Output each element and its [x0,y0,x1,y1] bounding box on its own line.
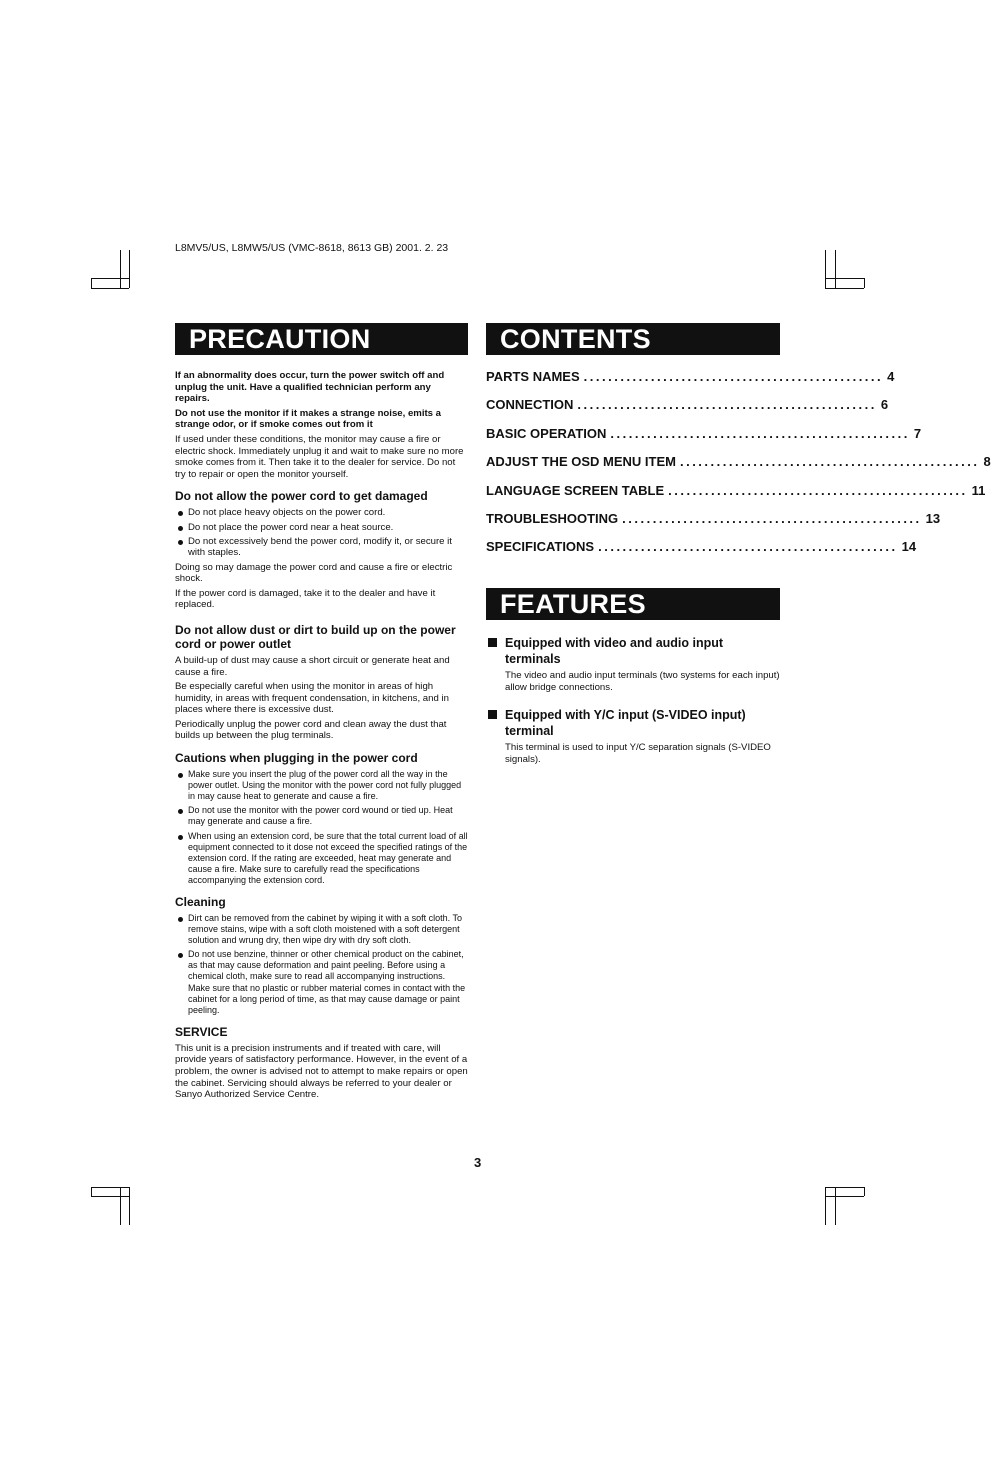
feature-title: Equipped with video and audio input terminals [505,635,724,666]
list-item: Make sure you insert the plug of the power cord all the way in the power outlet. Using the monitor with the power cord not fully plugged in may cause heat to generate and cause a fire. [175,769,468,802]
toc-entry-language-screen-table[interactable]: LANGUAGE SCREEN TABLE ................................................. 11 [486,482,986,498]
list-item: When using an extension cord, be sure that the total current load of all equipment connected to it dose not exceed the specified ratings of the extension cord. If the rating are exceeded, heat may generate and cause a fire. Make sure to carefully read the specifications accompanying the extension cord. [175,831,468,886]
precaution-intro-bold-2: Do not use the monitor if it makes a strange noise, emits a strange odor, or if smoke comes out from it [175,407,442,431]
feature-item [486,635,780,694]
toc-entry-troubleshooting[interactable]: TROUBLESHOOTING ................................................. 13 [486,510,941,526]
dust-text-3: Periodically unplug the power cord and clean away the dust that builds up between the plug terminals. [175,718,447,742]
precaution-intro-text: If used under these conditions, the monitor may cause a fire or electric shock. Immediately unplug it and wait to make sure no more smoke comes from it. Then take it to the dealer for service. Do not try to repair or open the monitor yourself. [175,433,464,480]
feature-item [486,707,780,766]
square-bullet-icon [488,638,497,647]
list-item: Do not use benzine, thinner or other chemical product on the cabinet, as that may cause deformation and paint peeling. Before using a chemical cloth, make sure to read all accompanying instructions. Make sure that no plastic or rubber material comes in contact with the cabinet for a long period of time, as that may cause damage or paint peeling. [175,949,468,1016]
list-item: Do not excessively bend the power cord, modify it, or secure it with staples. [175,536,468,559]
cord-text-1: Doing so may damage the power cord and cause a fire or electric shock. [175,561,453,585]
precaution-column [175,323,468,1103]
service-heading: SERVICE [175,1024,228,1039]
toc-entry-basic-operation[interactable]: BASIC OPERATION ................................................. 7 [486,425,922,441]
bullet-dot-icon [178,511,183,516]
table-of-contents [486,369,991,568]
contents-column [486,323,991,766]
feature-title: Equipped with Y/C input (S-VIDEO input) terminal [505,708,746,739]
cleaning-heading: Cleaning [175,895,226,909]
toc-entry-specifications[interactable]: SPECIFICATIONS ................................................. 14 [486,539,917,555]
cord-bullet-list [175,507,468,558]
precaution-intro-bold-1: If an abnormality does occur, turn the power switch off and unplug the unit. Have a qualified technician perform any repairs. [175,370,445,405]
bullet-dot-icon [178,540,183,545]
dust-text-2: Be especially careful when using the monitor in areas of high humidity, in areas with frequent condensation, in kitchens, and in places where there is excessive dust. [175,681,449,716]
document-id: L8MV5/US, L8MW5/US (VMC-8618, 8613 GB) 2001. 2. 23 [175,242,449,254]
bullet-dot-icon [178,526,183,531]
leader-dots: ................................................. [610,425,910,441]
square-bullet-icon [488,710,497,719]
plugging-heading: Cautions when plugging in the power cord [175,751,418,766]
features-section [486,588,780,766]
bullet-dot-icon [178,773,183,778]
dust-heading: Do not allow dust or dirt to build up on the power cord or power outlet [175,622,456,651]
plugging-bullet-list [175,769,468,886]
leader-dots: ................................................. [668,482,968,498]
leader-dots: ................................................. [583,369,884,384]
cord-text-2: If the power cord is damaged, take it to the dealer and have it replaced. [175,587,436,611]
leader-dots: ................................................. [577,397,877,413]
leader-dots: ................................................. [598,539,898,555]
toc-entry-adjust-osd-menu[interactable]: ADJUST THE OSD MENU ITEM ................................................. 8 [486,454,991,470]
page-number: 3 [474,1155,482,1170]
list-item: Do not place heavy objects on the power cord. [175,507,468,518]
features-title: FEATURES [486,588,780,620]
list-item: Do not use the monitor with the power cord wound or tied up. Heat may generate and cause a fire. [175,805,468,827]
service-text: This unit is a precision instruments and if treated with care, will provide years of satisfactory performance. However, in the event of a problem, the owner is advised not to attempt to make repairs or open the cabinet. Servicing should always be referred to your dealer or Sanyo Authorized Service Centre. [175,1042,468,1101]
feature-body: This terminal is used to input Y/C separation signals (S-VIDEO signals). [505,742,771,766]
bullet-dot-icon [178,809,183,814]
feature-body: The video and audio input terminals (two systems for each input) allow bridge connections. [505,669,780,693]
list-item: Dirt can be removed from the cabinet by wiping it with a soft cloth. To remove stains, wipe with a soft cloth moistened with a soft detergent solution and wrung dry, then wipe dry with dry soft cloth. [175,913,468,946]
dust-text-1: A build-up of dust may cause a short circuit or generate heat and cause a fire. [175,654,450,678]
bullet-dot-icon [178,953,183,958]
bullet-dot-icon [178,917,183,922]
leader-dots: ................................................. [622,510,922,526]
toc-entry-parts-names[interactable]: PARTS NAMES ................................................. 4 [486,369,895,384]
cord-heading: Do not allow the power cord to get damaged [175,489,428,504]
toc-entry-connection[interactable]: CONNECTION ................................................. 6 [486,397,889,413]
contents-title: CONTENTS [486,323,780,355]
list-item: Do not place the power cord near a heat source. [175,522,468,533]
precaution-title: PRECAUTION [175,323,468,355]
leader-dots: ................................................. [679,454,980,470]
bullet-dot-icon [178,835,183,840]
cleaning-bullet-list [175,913,468,1016]
